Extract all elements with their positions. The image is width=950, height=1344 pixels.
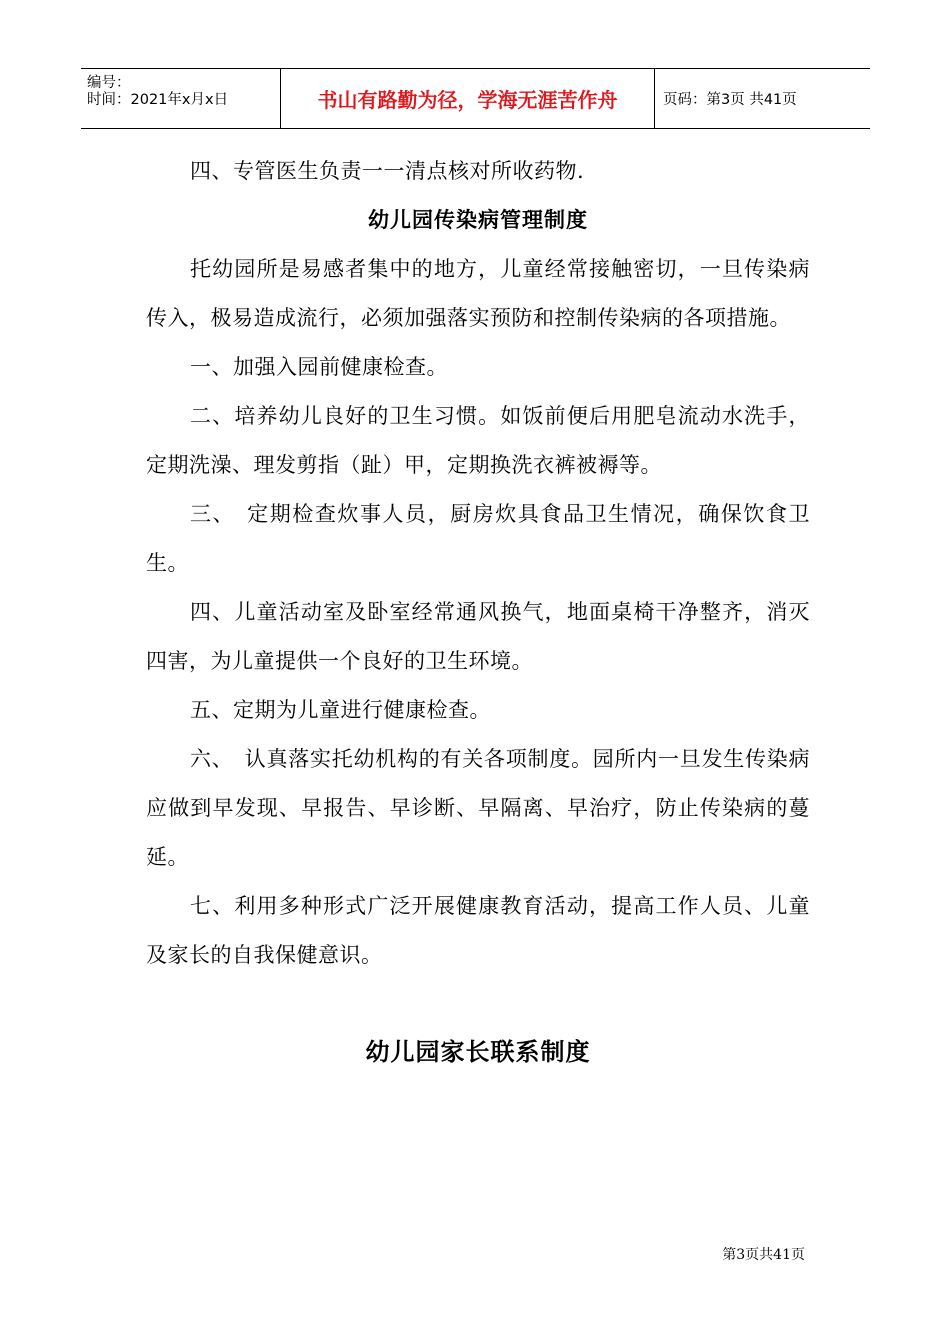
header-page-cell — [655, 69, 870, 128]
list-item: 一、加强入园前健康检查。 — [190, 355, 448, 379]
header-motto-cell — [281, 69, 655, 128]
list-item: 七、利用多种形式广泛开展健康教育活动，提高工作人员、儿童及家长的自我保健意识。 — [146, 894, 810, 967]
section-title-infectious-disease: 幼儿园传染病管理制度 — [368, 208, 588, 232]
section-title-parent-contact: 幼儿园家长联系制度 — [365, 1038, 591, 1066]
paragraph-previous-item: 四、专管医生负责一一清点核对所收药物. — [190, 159, 585, 183]
document-date: 时间：2021年x月x日 — [87, 92, 229, 108]
list-item: 三、 定期检查炊事人员，厨房炊具食品卫生情况，确保饮食卫生。 — [146, 502, 810, 575]
paragraph-intro: 托幼园所是易感者集中的地方，儿童经常接触密切，一旦传染病传入，极易造成流行，必须加强落实预防和控制传染病的各项措施。 — [146, 257, 810, 330]
list-item: 五、定期为儿童进行健康检查。 — [190, 698, 491, 722]
document-body — [146, 147, 810, 980]
list-item: 六、 认真落实托幼机构的有关各项制度。园所内一旦发生传染病应做到早发现、早报告、早诊断、早隔离、早治疗，防止传染病的蔓延。 — [146, 747, 810, 869]
header-page-info: 页码：第3页 共41页 — [663, 92, 797, 108]
header-motto: 书山有路勤为径，学海无涯苦作舟 — [317, 88, 618, 112]
document-number-label: 编号： — [87, 75, 131, 91]
header-meta-cell — [81, 69, 281, 128]
page-header — [81, 68, 870, 129]
footer-page-info: 第3页共41页 — [722, 1247, 805, 1263]
list-item: 二、培养幼儿良好的卫生习惯。如饭前便后用肥皂流动水洗手，定期洗澡、理发剪指（趾）甲，定期换洗衣裤被褥等。 — [146, 404, 810, 477]
page-footer — [722, 1244, 805, 1264]
list-item: 四、儿童活动室及卧室经常通风换气，地面桌椅干净整齐，消灭四害，为儿童提供一个良好的卫生环境。 — [146, 600, 810, 673]
